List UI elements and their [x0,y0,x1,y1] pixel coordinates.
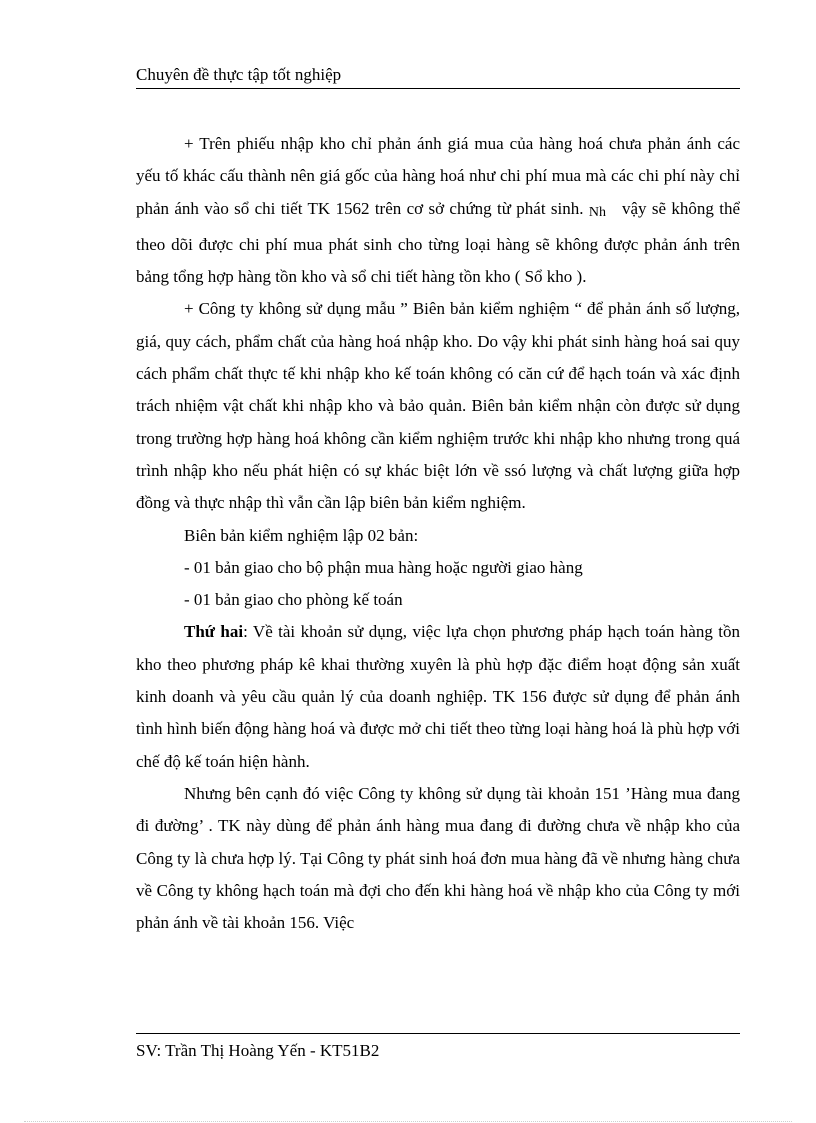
list-item: - 01 bản giao cho bộ phận mua hàng hoặc người giao hàng [184,557,583,577]
paragraph-2: + Công ty không sử dụng mẫu ” Biên bản kiểm nghiệm “ để phản ánh số lượng, giá, quy cách, phẩm chất của hàng hoá nhập kho. Do vậy khi phát sinh hàng hoá sai quy cách phẩm chất thực tế khi nhập kho kế toán không có căn cứ để hạch toán và xác định trách nhiệm vật chất khi nhập kho và bảo quản. Biên bản kiểm nhận còn được sử dụng trong trường hợp hàng hoá không cần kiểm nghiệm trước khi nhập kho nhưng trong quá trình nhập kho nếu phát hiện có sự khác biệt lớn về ssó lượng và chất lượng giữa hợp đồng và thực nhập thì vẫn cần lập biên bản kiểm nghiệm. [136,299,740,513]
paragraph-1 [136,128,740,293]
paragraph-7: Nhưng bên cạnh đó việc Công ty không sử dụng tài khoản 151 ’Hàng mua đang đi đường’ . TK này dùng để phản ánh hàng mua đang đi đường chưa về nhập kho của Công ty là chưa hợp lý. Tại Công ty phát sinh hoá đơn mua hàng đã về nhưng hàng chưa về Công ty không hạch toán mà đợi cho đến khi hàng hoá về nhập kho của Công ty mới phản ánh về tài khoản 156. Việc [136,783,740,933]
page-bottom-edge [24,1121,792,1122]
paragraph-1-text-b: vậy sẽ không thể theo dõi được chi phí mua phát sinh cho từng loại hàng sẽ không được phản ánh trên bảng tổng hợp hàng tồn kho và sổ chi tiết hàng tồn kho ( Sổ kho ). [136,198,740,287]
page-footer [136,1040,740,1062]
paragraph-6 [136,616,740,777]
paragraph-6-lead: Thứ hai [184,622,244,642]
paragraph-1-fragment: Nh [588,204,606,220]
header-title: Chuyên đề thực tập tốt nghiệp [136,65,342,84]
paragraph-3: Biên bản kiểm nghiệm lập 02 bản: [184,525,419,545]
document-body [136,128,740,939]
page-header [136,64,740,89]
paragraph-1-text-a: + Trên phiếu nhập kho chỉ phản ánh giá mua của hàng hoá chưa phản ánh các yếu tố khác cấu thành nên giá gốc của hàng hoá như chi phí mua mà các chi phí này chỉ phản ánh vào sổ chi tiết TK 1562 trên cơ sở chứng từ phát sinh. [136,134,740,218]
list-item: - 01 bản giao cho phòng kế toán [184,590,403,610]
footer-divider [136,1033,740,1034]
footer-student: SV: Trần Thị Hoàng Yến - KT51B2 [136,1041,380,1060]
paragraph-6-text: : Về tài khoản sử dụng, việc lựa chọn phương pháp hạch toán hàng tồn kho theo phương pháp kê khai thường xuyên là phù hợp đặc điểm hoạt động sản xuất kinh doanh và yêu cầu quản lý của doanh nghiệp. TK 156 được sử dụng để phản ánh tình hình biến động hàng hoá và được mở chi tiết theo từng loại hàng hoá là phù hợp với chế độ kế toán hiện hành. [136,622,740,771]
